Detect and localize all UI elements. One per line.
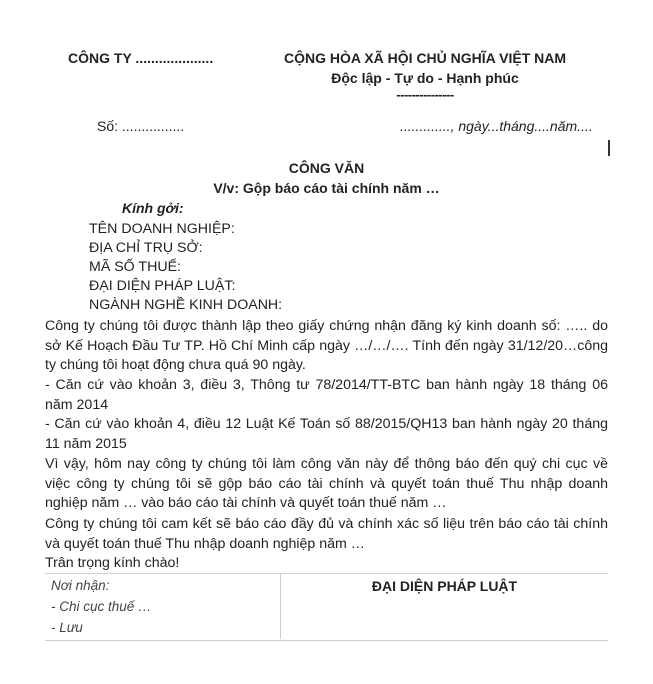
paragraph-commitment: Công ty chúng tôi cam kết sẽ báo cáo đầy đủ và chính xác số liệu trên báo cáo tài chính và quyết toán thuế Thu nhập doanh nghiệp năm … <box>45 516 608 552</box>
document-subject: V/v: Gộp báo cáo tài chính năm … <box>213 180 440 196</box>
paragraph-closing: Trân trọng kính chào! <box>45 555 180 571</box>
paragraph-legal-basis-1: - Căn cứ vào khoản 3, điều 3, Thông tư 78/2014/TT-BTC ban hành ngày 18 tháng 06 năm 2014 <box>45 377 608 413</box>
document-title: CÔNG VĂN <box>288 160 365 176</box>
recipient-item: - Chi cục thuế … <box>51 599 152 614</box>
document-date: ............., ngày...tháng....năm.... <box>400 118 593 134</box>
field-head-office: ĐỊA CHỈ TRỤ SỞ: <box>89 240 203 256</box>
field-company-name: TÊN DOANH NGHIỆP: <box>89 221 235 237</box>
motto-underline: --------------- <box>396 87 454 102</box>
field-legal-representative: ĐẠI DIỆN PHÁP LUẬT: <box>89 278 236 294</box>
paragraph-legal-basis-2: - Căn cứ vào khoản 4, điều 12 Luật Kế Toán số 88/2015/QH13 ban hành ngày 20 tháng 11 năm 2015 <box>45 416 608 452</box>
motto: Độc lập - Tự do - Hạnh phúc <box>331 70 519 86</box>
field-tax-code: MÃ SỐ THUẾ: <box>89 259 181 275</box>
field-business-line: NGÀNH NGHỀ KINH DOANH: <box>89 297 283 313</box>
recipient-item: - Lưu <box>51 620 83 635</box>
document-number: Số: ................ <box>97 118 185 134</box>
greeting: Kính gởi: <box>122 200 184 216</box>
signer-title: ĐẠI DIỆN PHÁP LUẬT <box>371 578 518 594</box>
company-name: CÔNG TY .................... <box>68 50 214 66</box>
text-cursor <box>608 140 610 156</box>
paragraph-notification: Vì vậy, hôm nay công ty chúng tôi làm công văn này để thông báo đến quý chi cục về việc công ty chúng tôi sẽ gộp báo cáo tài chính và quyết toán thuế Thu nhập doanh nghiệp năm … vào báo cáo tài chính và quyết toán thuế năm … <box>45 456 608 512</box>
paragraph-establishment: Công ty chúng tôi được thành lập theo giấy chứng nhận đăng ký kinh doanh số: ….. do sở Kế Hoạch Đầu Tư TP. Hồ Chí Minh cấp ngày …/…/…. Tính đến ngày 31/12/20…công ty chúng tôi hoạt động chưa quá 90 ngày. <box>45 318 608 374</box>
recipients-label: Nơi nhận: <box>51 578 110 593</box>
nation-title: CỘNG HÒA XÃ HỘI CHỦ NGHĨA VIỆT NAM <box>283 50 567 66</box>
